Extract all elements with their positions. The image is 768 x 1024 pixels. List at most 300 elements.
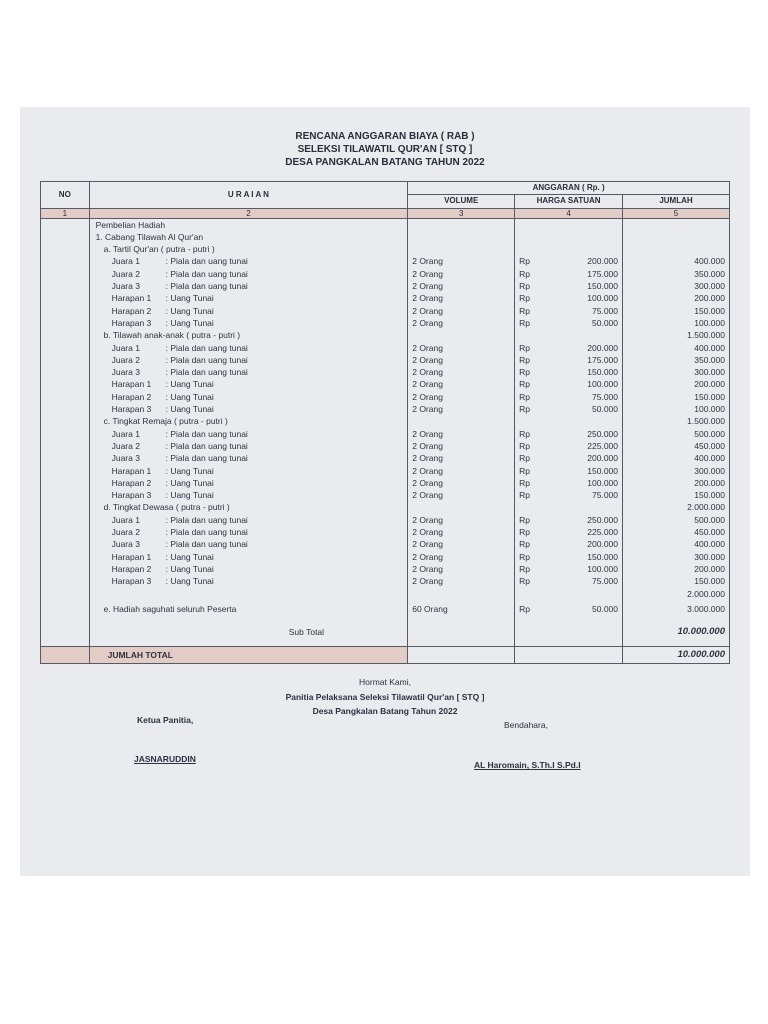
cell-no <box>41 391 90 403</box>
table-row <box>41 268 730 280</box>
cell-volume: 2 Orang <box>408 403 515 415</box>
cell-uraian <box>89 465 408 477</box>
cell-uraian <box>89 231 408 243</box>
cell-no <box>41 317 90 329</box>
table-row <box>41 342 730 354</box>
cell-uraian <box>89 329 408 341</box>
cell-rp: Rp <box>515 391 536 403</box>
cell-volume <box>408 501 515 513</box>
cell-harga: 100.000 <box>536 378 623 390</box>
table-row <box>41 255 730 267</box>
cell-harga <box>536 501 623 513</box>
cell-rp: Rp <box>515 563 536 575</box>
prize-desc: : Piala dan uang tunai <box>165 354 248 365</box>
cell-jumlah: 150.000 <box>623 489 730 501</box>
rank-label: Juara 3 <box>111 453 140 464</box>
prize-desc: : Uang Tunai <box>165 465 214 476</box>
cell-harga <box>536 218 623 231</box>
cell-volume: 2 Orang <box>408 354 515 366</box>
prize-desc: : Piala dan uang tunai <box>165 440 248 451</box>
cell-harga: 100.000 <box>536 292 623 304</box>
prize-desc: : Piala dan uang tunai <box>165 527 248 538</box>
prize-desc: : Piala dan uang tunai <box>165 539 248 550</box>
cell-jumlah: 200.000 <box>623 378 730 390</box>
cell-harga: 75.000 <box>536 575 623 587</box>
cell-no <box>41 600 90 618</box>
cell-jumlah: 350.000 <box>623 268 730 280</box>
table-row <box>41 575 730 587</box>
cell-jumlah: 2.000.000 <box>623 588 730 600</box>
cell-uraian <box>89 501 408 513</box>
cell-harga: 175.000 <box>536 354 623 366</box>
cell-no <box>41 538 90 550</box>
cell-harga: 50.000 <box>536 600 623 618</box>
rank-label: Harapan 3 <box>111 404 152 415</box>
cell-uraian <box>89 415 408 427</box>
cell-rp <box>515 415 536 427</box>
cell-harga: 75.000 <box>536 391 623 403</box>
cell-no <box>41 218 90 231</box>
rank-label: Juara 1 <box>111 428 140 439</box>
table-row <box>41 452 730 464</box>
ketua-name: JASNARUDDIN <box>134 754 196 764</box>
cell-no <box>41 588 90 600</box>
closing-greeting: Hormat Kami, <box>359 677 411 687</box>
cell-rp <box>515 588 536 600</box>
cell-jumlah: 200.000 <box>623 477 730 489</box>
cell-harga <box>536 231 623 243</box>
table-row <box>41 477 730 489</box>
row-label <box>94 589 104 599</box>
rank-label: Juara 1 <box>111 256 140 267</box>
cell-harga: 225.000 <box>536 526 623 538</box>
closing-place: Desa Pangkalan Batang Tahun 2022 <box>312 706 458 716</box>
prize-desc: : Piala dan uang tunai <box>165 281 248 292</box>
table-row <box>41 378 730 390</box>
cell-no <box>41 514 90 526</box>
table-row <box>41 514 730 526</box>
row-label: e. Hadiah saguhati seluruh Peserta <box>103 603 237 614</box>
cell-jumlah: 450.000 <box>623 440 730 452</box>
col-harga-satuan: HARGA SATUAN <box>515 195 623 208</box>
row-label: Pembelian Hadiah <box>95 219 166 230</box>
idx-5: 5 <box>623 208 730 218</box>
cell-volume: 2 Orang <box>408 465 515 477</box>
total-value: 10.000.000 <box>623 646 730 663</box>
idx-4: 4 <box>515 208 623 218</box>
cell-volume <box>408 231 515 243</box>
cell-no <box>41 526 90 538</box>
rank-label: Juara 2 <box>111 440 140 451</box>
cell-volume: 2 Orang <box>408 526 515 538</box>
table-row <box>41 415 730 427</box>
cell-uraian <box>89 526 408 538</box>
table-row <box>41 354 730 366</box>
cell-uraian <box>89 354 408 366</box>
cell-harga <box>536 329 623 341</box>
cell-uraian <box>89 551 408 563</box>
cell-harga: 150.000 <box>536 551 623 563</box>
cell-volume: 2 Orang <box>408 378 515 390</box>
prize-desc: : Uang Tunai <box>165 490 214 501</box>
rank-label: Harapan 2 <box>111 391 152 402</box>
cell-harga: 150.000 <box>536 366 623 378</box>
cell-harga <box>536 415 623 427</box>
rank-label: Harapan 2 <box>111 563 152 574</box>
cell-harga: 50.000 <box>536 317 623 329</box>
cell-rp: Rp <box>515 551 536 563</box>
row-label: d. Tingkat Dewasa ( putra - putri ) <box>103 502 230 513</box>
cell-jumlah: 400.000 <box>623 255 730 267</box>
cell-uraian <box>89 268 408 280</box>
cell-harga <box>536 588 623 600</box>
cell-uraian <box>89 255 408 267</box>
row-label: a. Tartil Qur'an ( putra - putri ) <box>103 244 215 255</box>
cell-harga: 75.000 <box>536 489 623 501</box>
cell-no <box>41 563 90 575</box>
cell-rp: Rp <box>515 600 536 618</box>
cell-uraian <box>89 280 408 292</box>
cell-harga: 250.000 <box>536 428 623 440</box>
cell-jumlah: 200.000 <box>623 292 730 304</box>
cell-uraian <box>89 477 408 489</box>
cell-no <box>41 280 90 292</box>
cell-rp <box>515 243 536 255</box>
cell-volume: 2 Orang <box>408 477 515 489</box>
cell-rp: Rp <box>515 538 536 550</box>
bendahara-name: AL Haromain, S.Th.I S.Pd.I <box>474 760 581 770</box>
cell-volume: 2 Orang <box>408 551 515 563</box>
rank-label: Juara 3 <box>111 539 140 550</box>
cell-no <box>41 551 90 563</box>
cell-uraian <box>89 292 408 304</box>
subtotal-value: 10.000.000 <box>623 618 730 647</box>
cell-jumlah: 200.000 <box>623 563 730 575</box>
cell-harga: 150.000 <box>536 465 623 477</box>
cell-rp: Rp <box>515 255 536 267</box>
cell-jumlah: 500.000 <box>623 514 730 526</box>
prize-desc: : Piala dan uang tunai <box>165 268 248 279</box>
cell-volume: 2 Orang <box>408 255 515 267</box>
cell-rp: Rp <box>515 575 536 587</box>
doc-title-3: DESA PANGKALAN BATANG TAHUN 2022 <box>285 157 485 168</box>
cell-rp: Rp <box>515 526 536 538</box>
cell-uraian <box>89 243 408 255</box>
bendahara-label: Bendahara, <box>504 720 548 730</box>
col-anggaran: ANGGARAN ( Rp. ) <box>408 182 730 195</box>
cell-uraian <box>89 366 408 378</box>
subtotal-row <box>41 618 730 647</box>
cell-uraian <box>89 514 408 526</box>
table-row <box>41 465 730 477</box>
cell-no <box>41 415 90 427</box>
cell-volume: 2 Orang <box>408 514 515 526</box>
cell-harga: 75.000 <box>536 305 623 317</box>
cell-rp: Rp <box>515 378 536 390</box>
budget-table <box>40 181 730 664</box>
prize-desc: : Uang Tunai <box>165 563 214 574</box>
table-row <box>41 588 730 600</box>
cell-jumlah: 350.000 <box>623 354 730 366</box>
cell-rp <box>515 501 536 513</box>
cell-harga: 250.000 <box>536 514 623 526</box>
cell-jumlah: 1.500.000 <box>623 329 730 341</box>
table-row <box>41 329 730 341</box>
table-row <box>41 391 730 403</box>
prize-desc: : Uang Tunai <box>165 576 214 587</box>
cell-harga: 150.000 <box>536 280 623 292</box>
cell-volume: 2 Orang <box>408 342 515 354</box>
table-row <box>41 501 730 513</box>
rank-label: Harapan 1 <box>111 465 152 476</box>
cell-harga: 200.000 <box>536 342 623 354</box>
cell-harga: 175.000 <box>536 268 623 280</box>
cell-uraian <box>89 489 408 501</box>
cell-volume: 2 Orang <box>408 317 515 329</box>
col-volume: VOLUME <box>408 195 515 208</box>
cell-rp: Rp <box>515 268 536 280</box>
cell-no <box>41 329 90 341</box>
table-row <box>41 538 730 550</box>
prize-desc: : Piala dan uang tunai <box>165 514 248 525</box>
cell-jumlah: 150.000 <box>623 305 730 317</box>
cell-no <box>41 403 90 415</box>
cell-no <box>41 501 90 513</box>
table-row <box>41 231 730 243</box>
cell-uraian <box>89 452 408 464</box>
cell-jumlah: 400.000 <box>623 538 730 550</box>
table-row <box>41 280 730 292</box>
table-row <box>41 317 730 329</box>
cell-uraian <box>89 218 408 231</box>
cell-rp: Rp <box>515 280 536 292</box>
cell-volume: 2 Orang <box>408 575 515 587</box>
prize-desc: : Piala dan uang tunai <box>165 342 248 353</box>
idx-3: 3 <box>408 208 515 218</box>
cell-uraian <box>89 575 408 587</box>
cell-volume: 2 Orang <box>408 440 515 452</box>
cell-harga: 225.000 <box>536 440 623 452</box>
idx-2: 2 <box>89 208 408 218</box>
rank-label: Juara 2 <box>111 268 140 279</box>
cell-volume: 60 Orang <box>408 600 515 618</box>
cell-jumlah: 2.000.000 <box>623 501 730 513</box>
cell-harga: 200.000 <box>536 255 623 267</box>
cell-uraian <box>89 305 408 317</box>
cell-no <box>41 575 90 587</box>
prize-desc: : Uang Tunai <box>165 477 214 488</box>
cell-uraian <box>89 600 408 618</box>
cell-rp: Rp <box>515 317 536 329</box>
cell-no <box>41 243 90 255</box>
budget-rows <box>41 218 730 618</box>
cell-no <box>41 465 90 477</box>
cell-jumlah: 300.000 <box>623 551 730 563</box>
rank-label: Juara 3 <box>111 281 140 292</box>
cell-harga <box>536 243 623 255</box>
prize-desc: : Uang Tunai <box>165 305 214 316</box>
cell-uraian <box>89 342 408 354</box>
cell-rp: Rp <box>515 465 536 477</box>
cell-jumlah: 150.000 <box>623 575 730 587</box>
cell-no <box>41 440 90 452</box>
table-row <box>41 563 730 575</box>
cell-no <box>41 354 90 366</box>
row-label: c. Tingkat Remaja ( putra - putri ) <box>103 416 228 427</box>
cell-no <box>41 452 90 464</box>
cell-harga: 200.000 <box>536 452 623 464</box>
rank-label: Juara 1 <box>111 514 140 525</box>
cell-harga: 100.000 <box>536 477 623 489</box>
cell-no <box>41 268 90 280</box>
prize-desc: : Uang Tunai <box>165 293 214 304</box>
cell-no <box>41 342 90 354</box>
prize-desc: : Piala dan uang tunai <box>165 428 248 439</box>
cell-uraian <box>89 440 408 452</box>
cell-volume <box>408 415 515 427</box>
cell-harga: 50.000 <box>536 403 623 415</box>
cell-no <box>41 255 90 267</box>
cell-rp: Rp <box>515 440 536 452</box>
prize-desc: : Piala dan uang tunai <box>165 367 248 378</box>
cell-rp <box>515 329 536 341</box>
rank-label: Juara 3 <box>111 367 140 378</box>
cell-volume <box>408 218 515 231</box>
doc-title-1: RENCANA ANGGARAN BIAYA ( RAB ) <box>295 131 475 142</box>
cell-no <box>41 305 90 317</box>
cell-jumlah: 300.000 <box>623 280 730 292</box>
row-label: b. Tilawah anak-anak ( putra - putri ) <box>103 330 241 341</box>
cell-rp: Rp <box>515 342 536 354</box>
cell-jumlah <box>623 231 730 243</box>
total-label: JUMLAH TOTAL <box>89 646 408 663</box>
rank-label: Juara 2 <box>111 354 140 365</box>
cell-volume: 2 Orang <box>408 489 515 501</box>
cell-no <box>41 378 90 390</box>
cell-rp: Rp <box>515 403 536 415</box>
cell-volume: 2 Orang <box>408 305 515 317</box>
cell-uraian <box>89 317 408 329</box>
cell-jumlah: 500.000 <box>623 428 730 440</box>
cell-jumlah: 150.000 <box>623 391 730 403</box>
table-row <box>41 600 730 618</box>
cell-jumlah: 100.000 <box>623 403 730 415</box>
table-row <box>41 551 730 563</box>
table-row <box>41 428 730 440</box>
cell-uraian <box>89 588 408 600</box>
cell-rp: Rp <box>515 354 536 366</box>
cell-rp: Rp <box>515 428 536 440</box>
table-row <box>41 526 730 538</box>
cell-jumlah: 300.000 <box>623 465 730 477</box>
cell-rp: Rp <box>515 292 536 304</box>
cell-uraian <box>89 378 408 390</box>
cell-rp: Rp <box>515 305 536 317</box>
col-jumlah: JUMLAH <box>623 195 730 208</box>
cell-jumlah: 400.000 <box>623 452 730 464</box>
cell-jumlah: 100.000 <box>623 317 730 329</box>
cell-no <box>41 292 90 304</box>
cell-jumlah: 450.000 <box>623 526 730 538</box>
rank-label: Harapan 3 <box>111 576 152 587</box>
cell-jumlah: 300.000 <box>623 366 730 378</box>
cell-volume: 2 Orang <box>408 391 515 403</box>
cell-harga: 100.000 <box>536 563 623 575</box>
cell-jumlah <box>623 243 730 255</box>
row-label: 1. Cabang Tilawah Al Qur'an <box>95 231 204 242</box>
prize-desc: : Uang Tunai <box>165 391 214 402</box>
rank-label: Harapan 1 <box>111 551 152 562</box>
rank-label: Harapan 1 <box>111 379 152 390</box>
rank-label: Harapan 3 <box>111 490 152 501</box>
cell-volume <box>408 243 515 255</box>
cell-uraian <box>89 403 408 415</box>
table-row <box>41 366 730 378</box>
ketua-label: Ketua Panitia, <box>137 715 194 725</box>
closing-org: Panitia Pelaksana Seleksi Tilawatil Qur'an [ STQ ] <box>285 692 485 702</box>
prize-desc: : Piala dan uang tunai <box>165 256 248 267</box>
cell-uraian <box>89 563 408 575</box>
cell-volume <box>408 329 515 341</box>
cell-no <box>41 489 90 501</box>
rank-label: Juara 1 <box>111 342 140 353</box>
prize-desc: : Uang Tunai <box>165 551 214 562</box>
rank-label: Harapan 1 <box>111 293 152 304</box>
cell-uraian <box>89 538 408 550</box>
prize-desc: : Piala dan uang tunai <box>165 453 248 464</box>
cell-no <box>41 477 90 489</box>
cell-jumlah: 400.000 <box>623 342 730 354</box>
cell-volume: 2 Orang <box>408 428 515 440</box>
col-uraian: U R A I A N <box>89 182 408 209</box>
cell-volume: 2 Orang <box>408 563 515 575</box>
cell-rp <box>515 218 536 231</box>
cell-no <box>41 428 90 440</box>
cell-uraian <box>89 391 408 403</box>
table-row <box>41 218 730 231</box>
cell-rp: Rp <box>515 477 536 489</box>
cell-no <box>41 366 90 378</box>
doc-title-2: SELEKSI TILAWATIL QUR'AN [ STQ ] <box>297 144 473 155</box>
table-row <box>41 489 730 501</box>
cell-volume: 2 Orang <box>408 268 515 280</box>
cell-volume: 2 Orang <box>408 452 515 464</box>
cell-rp <box>515 231 536 243</box>
cell-volume <box>408 588 515 600</box>
prize-desc: : Uang Tunai <box>165 317 214 328</box>
prize-desc: : Uang Tunai <box>165 379 214 390</box>
cell-jumlah: 3.000.000 <box>623 600 730 618</box>
prize-desc: : Uang Tunai <box>165 404 214 415</box>
cell-jumlah <box>623 218 730 231</box>
cell-jumlah: 1.500.000 <box>623 415 730 427</box>
total-row <box>41 646 730 663</box>
cell-volume: 2 Orang <box>408 292 515 304</box>
cell-no <box>41 231 90 243</box>
table-row <box>41 440 730 452</box>
rank-label: Harapan 3 <box>111 317 152 328</box>
cell-rp: Rp <box>515 452 536 464</box>
col-no: NO <box>41 182 90 209</box>
cell-rp: Rp <box>515 514 536 526</box>
cell-volume: 2 Orang <box>408 538 515 550</box>
table-row <box>41 292 730 304</box>
rank-label: Harapan 2 <box>111 305 152 316</box>
cell-rp: Rp <box>515 489 536 501</box>
rank-label: Juara 2 <box>111 527 140 538</box>
rank-label: Harapan 2 <box>111 477 152 488</box>
cell-rp: Rp <box>515 366 536 378</box>
